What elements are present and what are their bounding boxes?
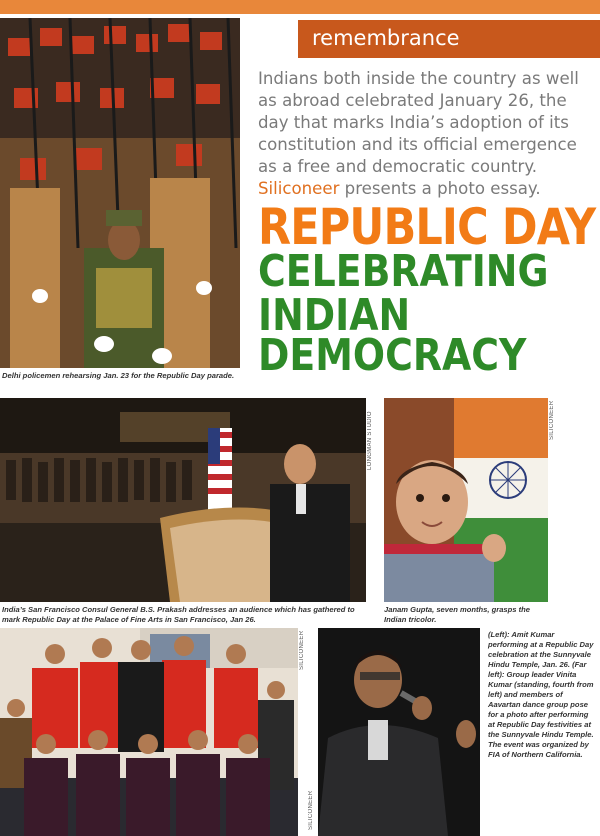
headline-celebrating: CELEBRATING xyxy=(258,246,549,297)
consul-photo-caption: India’s San Francisco Consul General B.S. Prakash addresses an audience which has gathered to mark Republic Day at the Palace of Fine Arts in San Francisco, Jan 26. xyxy=(2,605,355,624)
police-photo-caption: Delhi policemen rehearsing Jan. 23 for the Republic Day parade. xyxy=(2,371,235,380)
brand-name: Siliconeer xyxy=(258,179,340,198)
consul-general-photo xyxy=(0,398,366,602)
intro-text-end: presents a photo essay. xyxy=(339,179,541,198)
baby-photo xyxy=(384,398,548,602)
police-parade-photo xyxy=(0,18,240,368)
singer-photo xyxy=(318,628,480,836)
section-label: remembrance xyxy=(298,20,600,58)
dancers-photo-credit: SILICONEER xyxy=(299,630,305,670)
singer-photo-credit: SILICONEER xyxy=(308,790,314,830)
intro-paragraph xyxy=(258,68,598,200)
top-color-bar xyxy=(0,0,600,14)
intro-text-start: Indians both inside the country as well as abroad celebrated January 26, the day that marks India’s adoption of its constitution and its official emergence as a free and democratic country. xyxy=(258,69,579,176)
baby-photo-caption: Janam Gupta, seven months, grasps the Indian tricolor. xyxy=(384,605,531,624)
consul-photo-credit: LONGMAN STUDIO xyxy=(367,411,373,470)
singer-photo-caption: (Left): Amit Kumar performing at a Republic Day celebration at the Sunnyvale Hindu Temple, Jan. 26. (Far left): Group leader Vinita Kumar (standing, fourth from left) and members of Aavartan dance group pose for a photo after performing at Republic Day festivities at the Sunnyvale Hindu Temple. The event was organized by FIA of Northern California. xyxy=(488,630,594,759)
dancers-photo xyxy=(0,628,298,836)
headline-democracy: DEMOCRACY xyxy=(258,330,527,381)
headline-republic-day: REPUBLIC DAY xyxy=(258,198,596,256)
baby-photo-credit: SILICONEER xyxy=(549,400,555,440)
headline-indian: INDIAN xyxy=(258,290,411,341)
